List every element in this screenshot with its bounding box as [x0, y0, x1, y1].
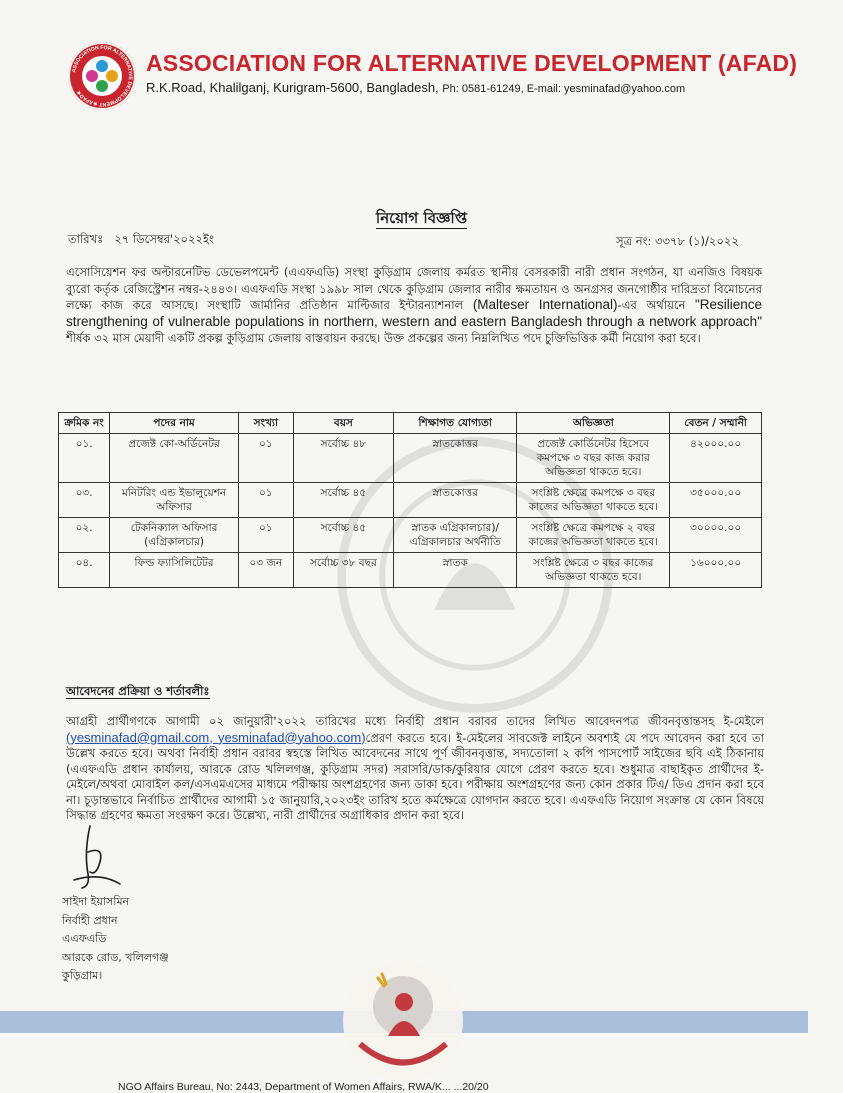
notice-date: তারিখঃ ২৭ ডিসেম্বর'২০২২ইং [68, 232, 214, 246]
post-name-cell: প্রজেক্ট কো-অর্ডিনেটর [110, 434, 239, 483]
qualification-cell: স্নাতকোত্তর [394, 434, 517, 483]
table-row [59, 434, 762, 483]
footer-registration-text: NGO Affairs Bureau, No: 2443, Department of Women Affairs, RWA/K... ...20/20 [118, 1081, 489, 1093]
serial-cell: ০২. [59, 518, 110, 553]
signatory-road: আরকে রোড, খলিলগঞ্জ [62, 950, 169, 964]
qualification-cell: স্নাতক [394, 553, 517, 588]
signatory-block [62, 893, 169, 986]
count-cell: ০১ [238, 518, 293, 553]
qualification-cell: স্নাতক এগ্রিকালচার)/ এগ্রিকালচার অর্থনীতি [394, 518, 517, 553]
post-name-cell: ফিল্ড ফ্যাসিলিটেটর [110, 553, 239, 588]
header-count: সংখ্যা [238, 413, 293, 434]
handwritten-signature [60, 822, 130, 892]
organization-address [146, 80, 685, 95]
signatory-org: এএফএডি [62, 932, 107, 945]
table-row [59, 518, 762, 553]
qualification-cell: স্নাতকোত্তর [394, 483, 517, 518]
intro-paragraph: এসোসিয়েশন ফর অল্টারনেটিভ ডেভেলপমেন্ট (এএফএডি) সংস্থা কুড়িগ্রাম জেলায় কর্মরত স্থানীয় বেসরকারী নারী প্রধান সংগঠন, যা এনজিও বিষয়ক ব্যুরো কর্তৃক রেজিস্ট্রেশন নম্বর-২৪৪৩। এএফএডি সংস্থা ১৯৯৮ সাল থেকে কুড়িগ্রাম জেলার নারীর ক্ষমতায়ন ও অনগ্রসর জনগোষ্ঠীর দারিদ্রতা বিমোচনের লক্ষ্যে কাজ করে আসছে। সংস্থাটি জার্মানির প্রতিষ্ঠান মাল্টিজার ইন্টারন্যাশনাল (Malteser International)-এর অর্থায়নে "Resilience strengthening of vulnerable populations in northern, western and eastern Bangladesh through a network approach" শীর্ষক ৩২ মাস মেয়াদী একটি প্রকল্প কুড়িগ্রাম জেলায় বাস্তবায়ন করছে। উক্ত প্রকল্পের জন্য নিম্নলিখিত পদে চুক্তিভিত্তিক কর্মী নিয়োগ করা হবে। [66, 265, 763, 345]
address-text: R.K.Road, Khalilganj, Kurigram-5600, Bangladesh, [146, 80, 439, 95]
reference-number: সূত্র নং: ৩৩৭৮ (১)/২০২২ [616, 234, 739, 248]
vacancy-table [58, 412, 762, 588]
age-cell: সর্বোচ্চ ৩৮ বছর [293, 553, 393, 588]
age-cell: সর্বোচ্চ ৪৮ [293, 434, 393, 483]
svg-text:ASSOCIATION FOR ALTERNATIVE DE: ASSOCIATION FOR ALTERNATIVE DEVELOPMENT ★AFAD★ [71, 44, 134, 108]
organization-name: ASSOCIATION FOR ALTERNATIVE DEVELOPMENT (AFAD) [146, 50, 798, 76]
header-age: বয়স [293, 413, 393, 434]
count-cell: ০১ [238, 434, 293, 483]
header-qualification: শিক্ষাগত যোগ্যতা [394, 413, 517, 434]
header-salary: বেতন / সম্মানী [670, 413, 762, 434]
count-cell: ০৩ জন [238, 553, 293, 588]
experience-cell: সংশ্লিষ্ট ক্ষেত্রে কমপক্ষে ২ বছর কাজের অভিজ্ঞতা থাকতে হবে। [517, 518, 670, 553]
application-paragraph: আগ্রহী প্রার্থীগণকে আগামী ০২ জানুয়ারী'২০২২ তারিখের মধ্যে নির্বাহী প্রধান বরাবর তাদের লিখিত আবেদনপত্র জীবনবৃত্তান্তসহ ই-মেইলে (yesminafad@gmail.com, yesminafad@yahoo.com)প্রেরণ করতে হবে। ই-মেইলের সাবজেক্ট লাইনে অবশ্যই যে পদে আবেদন করা হবে তা উল্লেখ করতে হবে। অথবা নির্বাহী প্রধান বরাবর স্বহস্তে লিখিত আবেদনের সাথে পূর্ণ জীবনবৃত্তান্ত, সদ্যতোলা ২ কপি পাসপোর্ট সাইজের ছবি এই ঠিকানায় (এএফএডি প্রধান কার্যালয়, আরকে রোড খলিলগঞ্জ, কুড়িগ্রাম সদর) সরাসরি/ডাক/কুরিয়ার যোগে প্রেরণ করতে হবে। শুধুমাত্র বাছাইকৃত প্রার্থীদের ই-মেইলে/অথবা মোবাইল কল/এসএমএসের মাধ্যমে পরীক্ষায় অংশগ্রহণের জন্য ডাকা হবে। পরীক্ষায় অংশগ্রহণের জন্য কোন প্রকার টিএ/ ডিএ প্রদান করা হবে না। চূড়ান্তভাবে নির্বাচিত প্রার্থীদের আগামী ১৫ জানুয়ারি,২০২৩ইং তারিখ হতে কর্মক্ষেত্রে যোগদান করতে হবে। এএফএডি নিয়োগ সংক্রান্ত যে কোন বিষয়ে সিদ্ধান্ত গ্রহণের ক্ষমতা সংরক্ষণ করে। উল্লেখ্য, নারী প্রার্থীদের অগ্রাধিকার প্রদান করা হবে। [66, 714, 764, 822]
age-cell: সর্বোচ্চ ৪৫ [293, 518, 393, 553]
women-emblem-logo [338, 956, 468, 1086]
serial-cell: ০৩. [59, 483, 110, 518]
experience-cell: সংশ্লিষ্ট ক্ষেত্রে ৩ বছর কাজের অভিজ্ঞতা থাকতে হবে। [517, 553, 670, 588]
salary-cell: ৪২০০০.০০ [670, 434, 762, 483]
salary-cell: ১৬০০০.০০ [670, 553, 762, 588]
serial-cell: ০৪. [59, 553, 110, 588]
phone-email-text: Ph: 0581-61249, E-mail: yesminafad@yahoo.com [442, 83, 686, 95]
signatory-district: কুড়িগ্রাম। [62, 969, 103, 982]
application-heading: আবেদনের প্রক্রিয়া ও শর্তাবলীঃ [66, 684, 210, 698]
salary-cell: ৩০০০০.০০ [670, 518, 762, 553]
header-serial: ক্রমিক নং [59, 413, 110, 434]
signatory-name: সাইদা ইয়াসমিন [62, 895, 130, 908]
experience-cell: সংশ্লিষ্ট ক্ষেত্রে কমপক্ষে ৩ বছর কাজের অভিজ্ঞতা থাকতে হবে। [517, 483, 670, 518]
header-experience: অভিজ্ঞতা [517, 413, 670, 434]
post-name-cell: টেকনিক্যাল অফিসার (এগ্রিকালচার) [110, 518, 239, 553]
count-cell: ০১ [238, 483, 293, 518]
signatory-designation: নির্বাহী প্রধান [62, 913, 118, 927]
table-row [59, 553, 762, 588]
application-email-links[interactable]: (yesminafad@gmail.com, yesminafad@yahoo.com) [66, 729, 366, 745]
post-name-cell: মনিটরিং এন্ড ইভালুয়েশন অফিসার [110, 483, 239, 518]
notice-title: নিয়োগ বিজ্ঞপ্তি [375, 209, 468, 227]
logo-center [82, 56, 122, 96]
salary-cell: ৩৫০০০.০০ [670, 483, 762, 518]
age-cell: সর্বোচ্চ ৪৫ [293, 483, 393, 518]
afad-logo [68, 42, 136, 110]
experience-cell: প্রজেক্ট কোর্ডিনেটর হিসেবে কমপক্ষে ৩ বছর কাজ করার অভিজ্ঞতা থাকতে হবে। [517, 434, 670, 483]
table-header-row [59, 413, 762, 434]
table-row [59, 483, 762, 518]
serial-cell: ০১. [59, 434, 110, 483]
header-post-name: পদের নাম [110, 413, 239, 434]
